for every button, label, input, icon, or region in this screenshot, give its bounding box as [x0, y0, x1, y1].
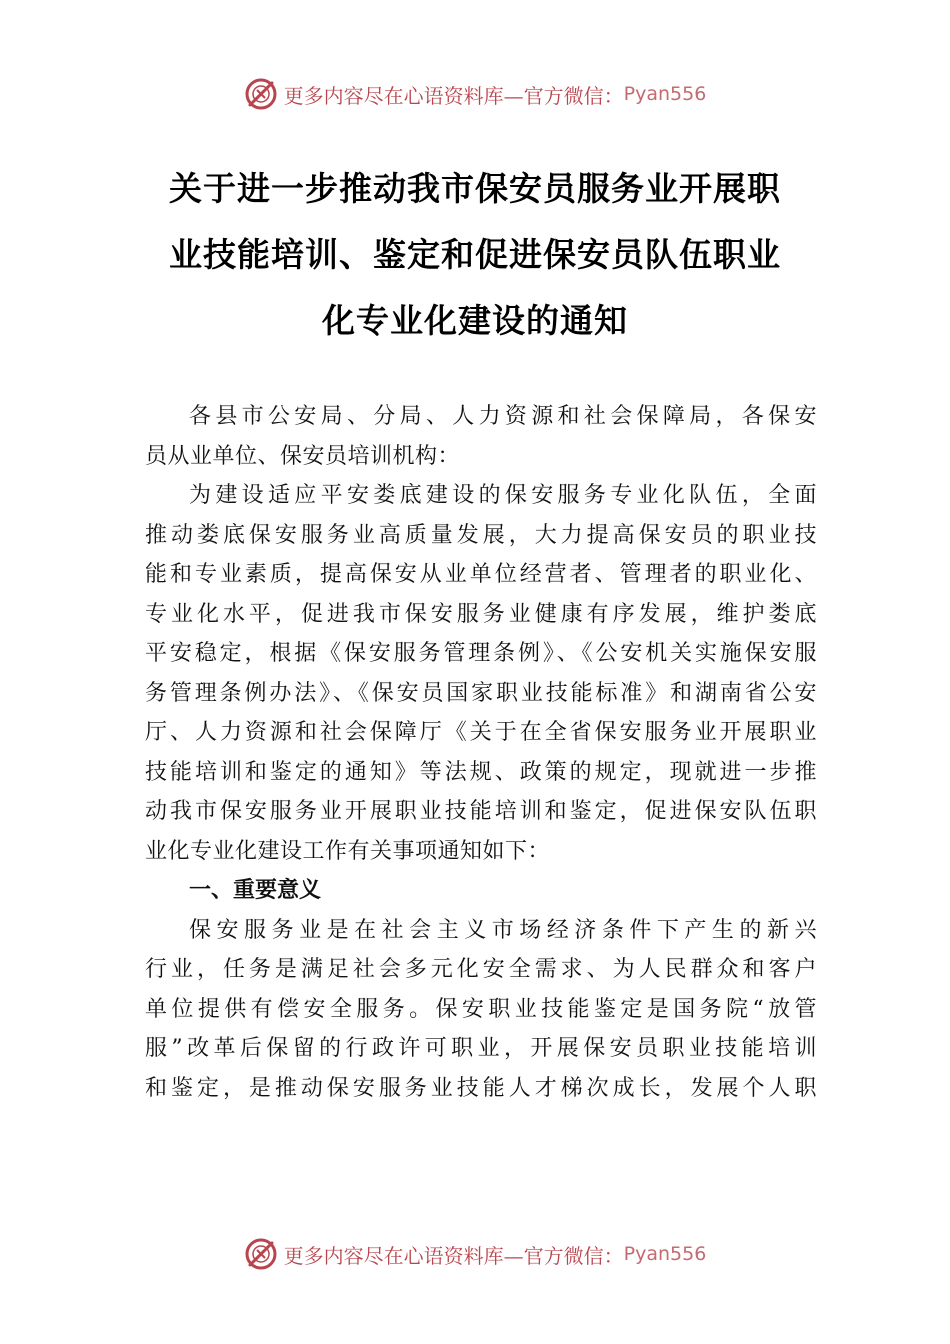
title-line: 业技能培训、鉴定和促进保安员队伍职业 [169, 235, 781, 274]
text-line: 专业化水平，促进我市保安服务业健康有序发展，维护娄底 [145, 601, 817, 627]
watermark-wechat-id: Pyan556 [623, 83, 707, 105]
text-line: 为建设适应平安娄底建设的保安服务专业化队伍，全面 [189, 483, 817, 508]
watermark-wechat-id: Pyan556 [623, 1243, 707, 1265]
text-line: 各县市公安局、分局、人力资源和社会保障局，各保安 [189, 404, 817, 429]
text-line: 推动娄底保安服务业高质量发展，大力提高保安员的职业技 [145, 522, 817, 548]
stamp-logo-icon [244, 1237, 278, 1271]
title-line: 化专业化建设的通知 [322, 301, 628, 340]
footer-watermark [0, 1234, 950, 1274]
title-line: 关于进一步推动我市保安员服务业开展职 [169, 169, 781, 208]
text-line: 技能培训和鉴定的通知》等法规、政策的规定，现就进一步推 [145, 759, 817, 785]
salutation [145, 397, 817, 476]
watermark-text: 更多内容尽在心语资料库—官方微信： [283, 83, 624, 108]
watermark-text: 更多内容尽在心语资料库—官方微信： [283, 1243, 624, 1268]
text-line: 和鉴定，是推动保安服务业技能人才梯次成长，发展个人职 [145, 1075, 817, 1101]
text-line: 业化专业化建设工作有关事项通知如下： [145, 838, 551, 864]
text-line: 动我市保安服务业开展职业技能培训和鉴定，促进保安队伍职 [145, 799, 817, 824]
text-line: 能和专业素质，提高保安从业单位经营者、管理者的职业化、 [145, 562, 817, 587]
text-line: 服”改革后保留的行政许可职业，开展保安员职业技能培训 [145, 1036, 817, 1061]
text-line: 厅、人力资源和社会保障厅《关于在全省保安服务业开展职业 [145, 720, 817, 745]
text-line: 单位提供有偿安全服务。保安职业技能鉴定是国务院“放管 [145, 996, 817, 1022]
paragraph-significance [145, 911, 817, 1109]
document-title [120, 156, 830, 354]
header-watermark [0, 74, 950, 114]
stamp-logo-icon [244, 77, 278, 111]
text-line: 务管理条例办法》、《保安员国家职业技能标准》和湖南省公安 [145, 680, 817, 706]
section-heading: 一、重要意义 [189, 878, 322, 903]
text-line: 员从业单位、保安员培训机构： [145, 443, 461, 469]
paragraph-intro [145, 476, 817, 871]
text-line: 保安服务业是在社会主义市场经济条件下产生的新兴 [189, 917, 817, 943]
document-body [145, 397, 817, 1108]
text-line: 平安稳定，根据《保安服务管理条例》、《公安机关实施保安服 [145, 641, 817, 666]
text-line: 行业，任务是满足社会多元化安全需求、为人民群众和客户 [145, 957, 817, 982]
